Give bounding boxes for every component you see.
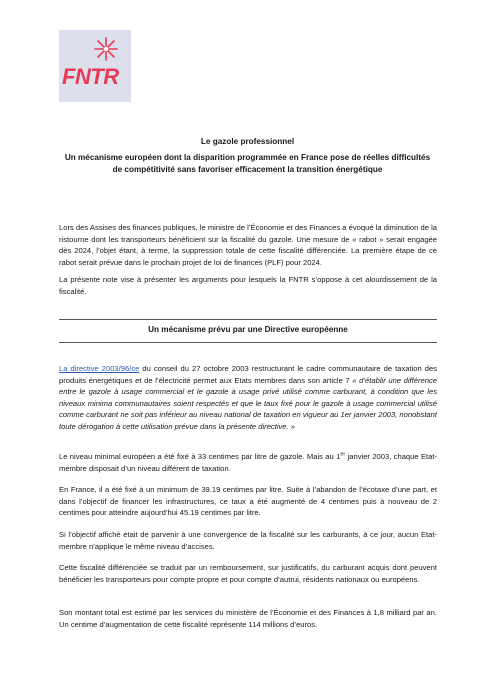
section-heading: Un mécanisme prévu par une Directive européenne [148,325,348,334]
section-rule-bottom [59,342,437,343]
logo-wordmark: FNTR [62,64,119,89]
directive-paragraph [59,363,437,433]
fntr-logo [59,30,131,102]
document-subtitle: Un mécanisme européen dont la disparition programmée en France pose de réelles difficultés de compétitivité sans favoriser efficacement la transition énergétique [64,153,431,174]
minimum-level-text-b: janvier 2003, chaque Etat-membre disposait d’un niveau différent de taxation. [59,452,437,473]
minimum-level-text-a: Le niveau minimal européen a été fixé à 33 centimes par litre de gazole. Mais au 1 [59,452,341,461]
amount-paragraph: Son montant total est estimé par les services du ministère de l’Économie et des Finances à 1,8 milliard par an. Un centime d’augmentation de cette fiscalité représente 114 millions d’euros. [59,608,437,629]
minimum-level-paragraph [59,451,437,474]
france-paragraph: En France, il a été fixé à un minimum de 39.19 centimes par litre. Suite à l’abandon de l’écotaxe d’une part, et dans l’objectif de financer les infrastructures, ce taux a été augmenté de 4 centimes puis à nouveau de 2 centimes pour atteindre aujourd’hui 45.19 centimes par litre. [59,485,437,518]
ordinal-superscript: er [340,451,346,458]
directive-link[interactable]: La directive 2003/96/ce [59,364,140,373]
intro-paragraph-1: Lors des Assises des finances publiques, le ministre de l’Économie et des Finances a évoqué la diminution de la ristourne dont les transporteurs bénéficient sur la fiscalité du gazole. Une mesure de « rabot » serait engagée dès 2024, l’objet étant, à terme, la suppression totale de cette fiscalité différenciée. La première étape de ce rabot serait prévue dans le prochain projet de loi de finances (PLF) pour 2024. [59,223,437,267]
directive-quote: « d’établir une différence entre le gazole à usage commercial et le gazole à usage privé utilisé comme carburant, à condition que les niveaux minima communautaires soient respectés et que le taux fixé pour le gazole à usage commercial utilisé comme carburant ne soit pas inférieur au niveau national de taxation en vigueur au 1er janvier 2003, nonobstant toute dérogation à cette utilisation prévue dans la présente directive. » [59,375,437,431]
intro-paragraph-2: La présente note vise à présenter les arguments pour lesquels la FNTR s’oppose à cet alourdissement de la fiscalité. [59,275,437,296]
directive-text: du conseil du 27 octobre 2003 restructurant le cadre communautaire de taxation des produits énergétiques et de l’électricité permet aux Etats membres dans son article 7 [59,364,437,385]
star-burst-icon [93,36,119,62]
section-rule-top [59,319,437,320]
objective-paragraph: Si l’objectif affiché était de parvenir à une convergence de la fiscalité sur les carburants, à ce jour, aucun Etat-membre n’applique le même niveau d’accises. [59,530,437,551]
document-title: Le gazole professionnel [200,137,295,146]
reimbursement-paragraph: Cette fiscalité différenciée se traduit par un remboursement, sur justificatifs, du carburant acquis dont peuvent bénéficier les transporteurs pour compte propre et pour compte d’autrui, résidents nationaux ou européens. [59,563,437,584]
